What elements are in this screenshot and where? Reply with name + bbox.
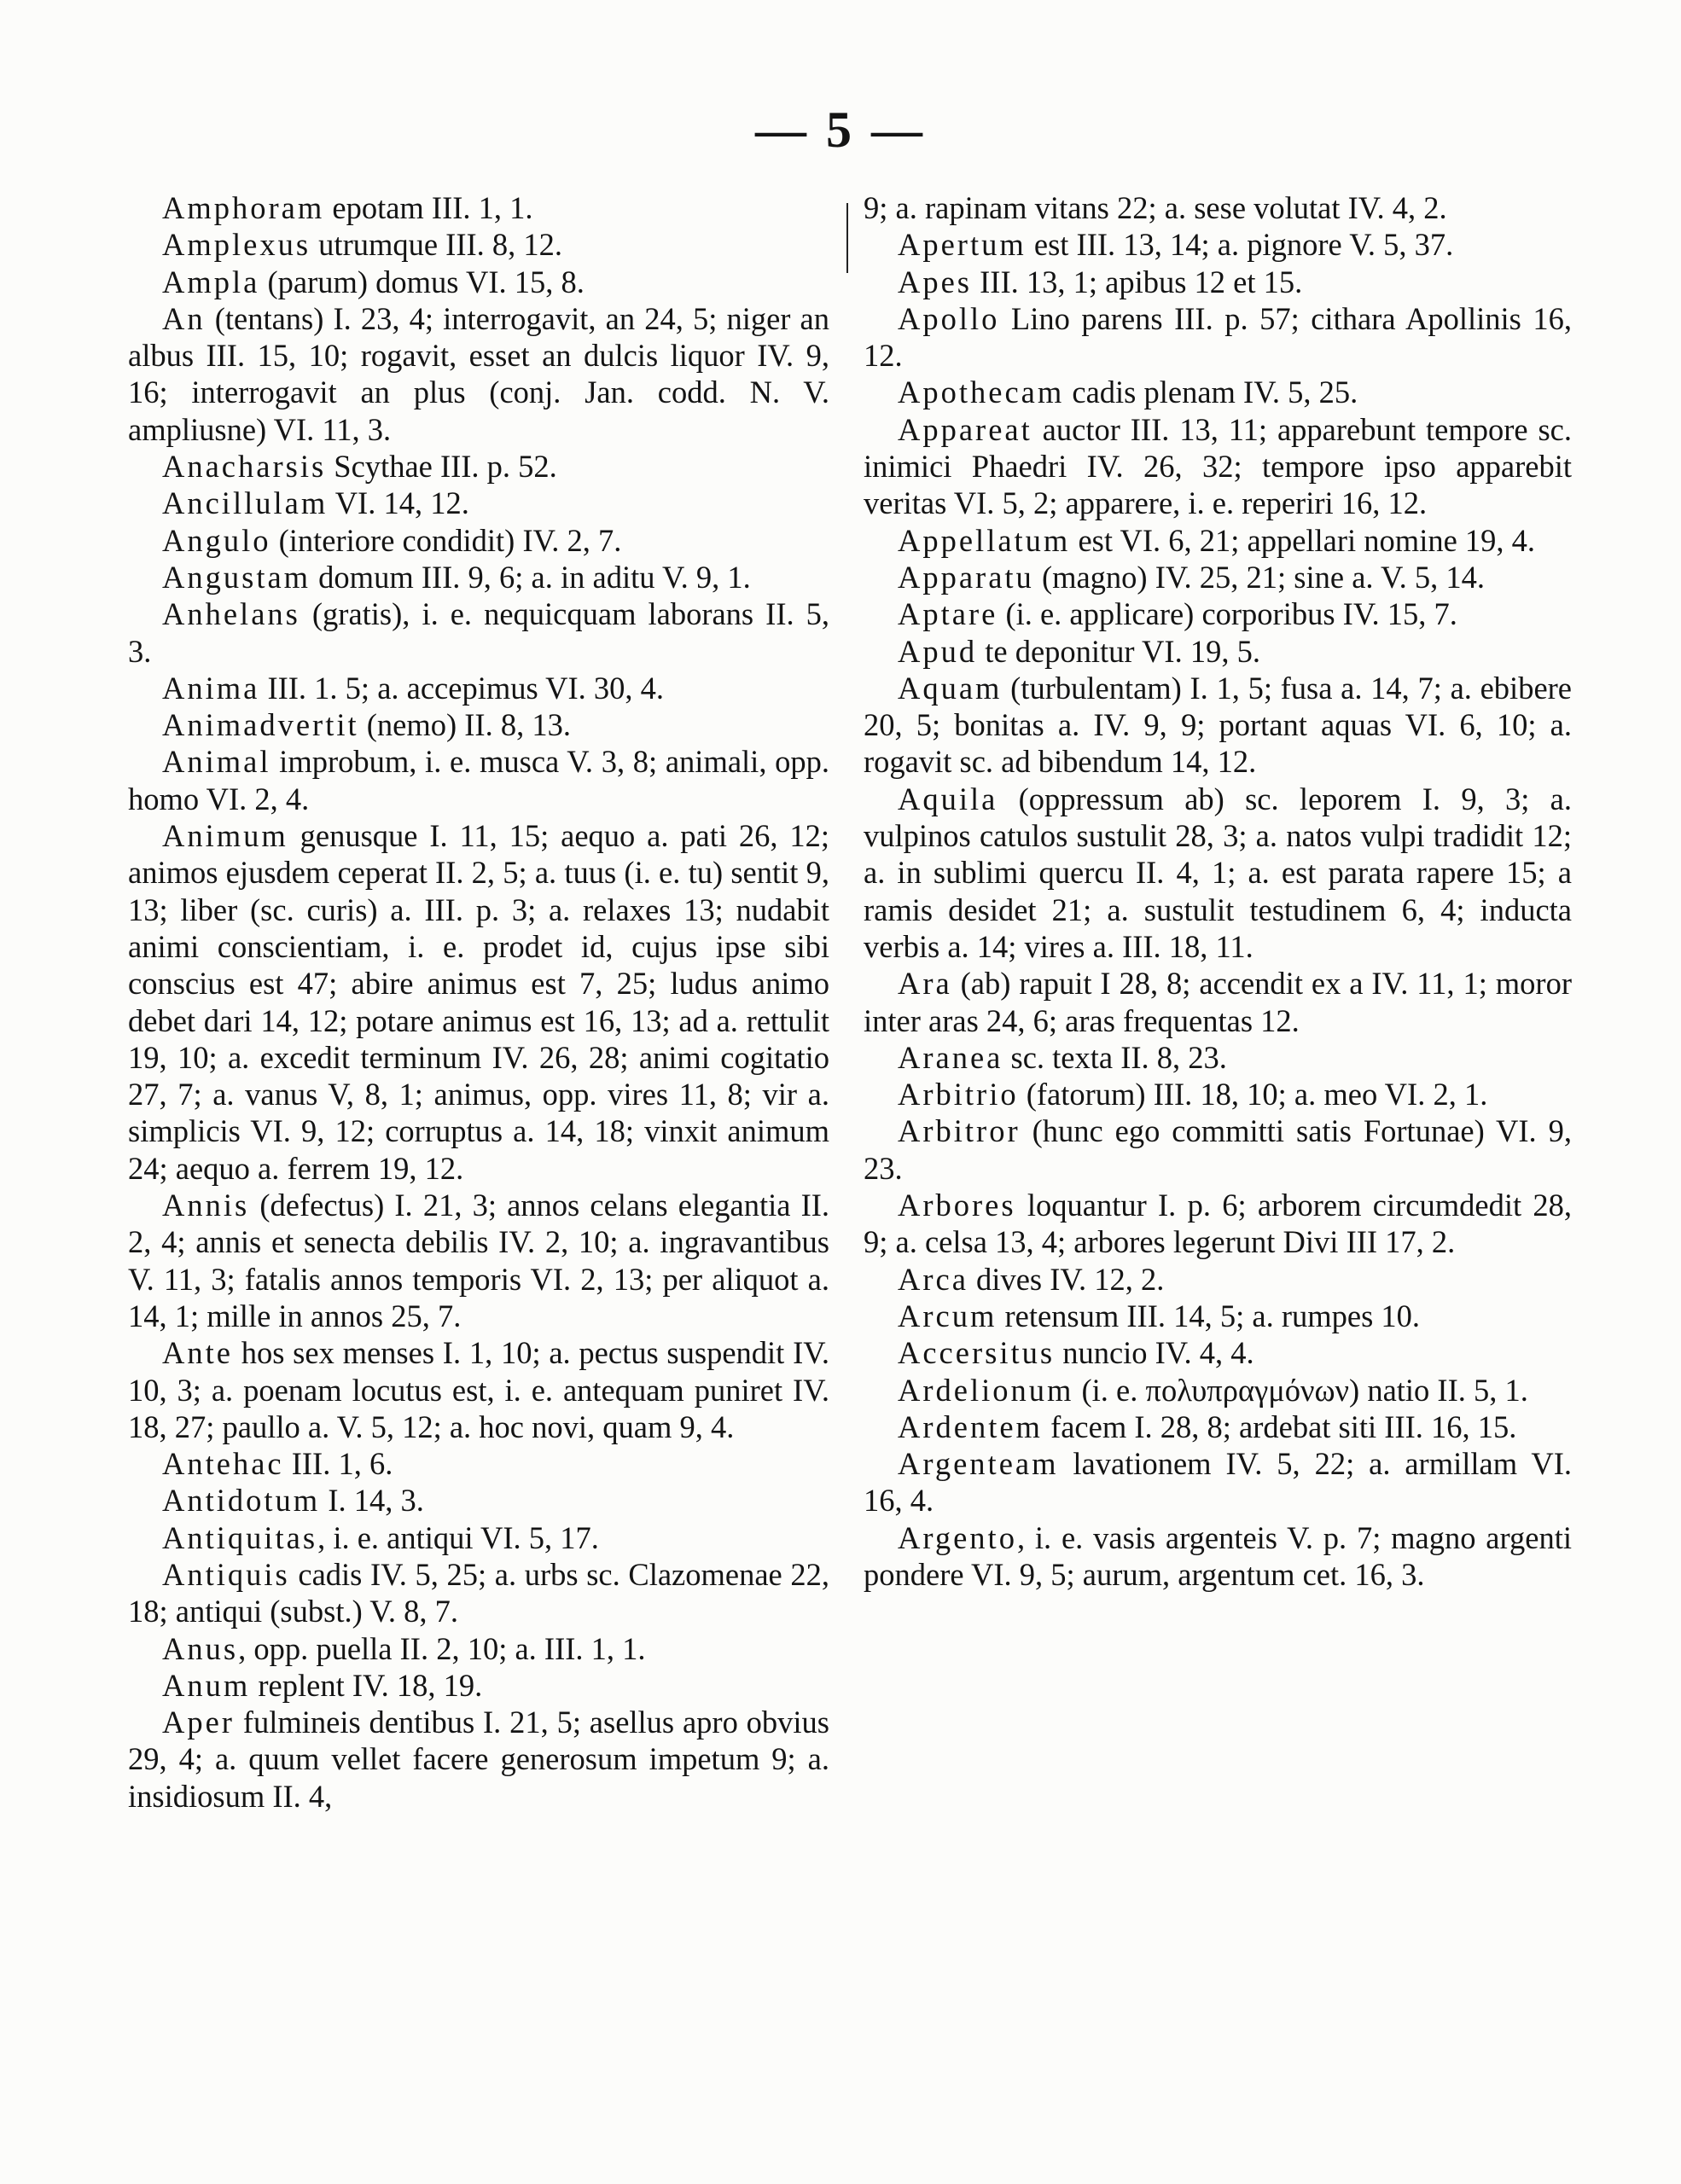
index-entry — [864, 300, 1572, 375]
entry-headword: Appellatum — [898, 522, 1071, 558]
entry-text: (oppressum ab) sc. leporem I. 9, 3; a. vulpinos catulos sustulit 28, 3; a. natos vulpi tradidit 12; a. in sublimi quercu II. 4, 1; a. est parata rapere 15; a ramis desidet 21; a. sustulit testudinem 6, 4; inducta verbis a. 14; vires a. III. 18, 11. — [864, 781, 1572, 964]
index-entry — [864, 1445, 1572, 1519]
entry-text: lavationem IV. 5, 22; a. armillam VI. 16, 4. — [864, 1446, 1572, 1519]
entry-headword: Appareat — [898, 411, 1032, 447]
entry-headword: Anacharsis — [162, 449, 327, 485]
entry-text: , opp. puella II. 2, 10; a. III. 1, 1. — [238, 1630, 646, 1666]
entry-headword: Angulo — [162, 522, 271, 558]
entry-headword: Amplexus — [162, 227, 311, 263]
entry-text: (i. e. πολυπραγμόνων) natio II. 5, 1. — [1081, 1372, 1528, 1408]
entry-headword: Arca — [898, 1261, 968, 1297]
entry-text: sc. texta II. 8, 23. — [1010, 1039, 1227, 1075]
entry-headword: Argento — [898, 1519, 1017, 1555]
entry-headword: Apothecam — [898, 375, 1065, 410]
index-entry — [864, 1334, 1572, 1371]
index-entry — [128, 264, 829, 300]
index-entry-continued — [864, 189, 1572, 226]
index-entry — [864, 1519, 1572, 1594]
entry-text: Scythae III. p. 52. — [334, 449, 557, 485]
entry-text: cadis IV. 5, 25; a. urbs sc. Clazomenae 22, 18; antiqui (subst.) V. 8, 7. — [128, 1556, 829, 1629]
entry-text: est III. 13, 14; a. pignore V. 5, 37. — [1033, 227, 1454, 263]
index-entry — [864, 595, 1572, 632]
entry-text: III. 13, 1; apibus 12 et 15. — [980, 264, 1303, 299]
entry-headword: Antiquitas — [162, 1519, 318, 1555]
index-entry — [864, 522, 1572, 559]
index-entry — [864, 1187, 1572, 1261]
entry-headword: Apes — [898, 264, 973, 299]
entry-text: VI. 14, 12. — [334, 485, 469, 521]
index-entry — [128, 1556, 829, 1630]
entry-headword: Ara — [898, 966, 952, 1002]
entry-text: (interiore condidit) IV. 2, 7. — [278, 522, 622, 558]
entry-text: , i. e. antiqui VI. 5, 17. — [317, 1519, 599, 1555]
entry-text: (i. e. applicare) corporibus IV. 15, 7. — [1005, 596, 1457, 632]
entry-headword: Ardelionum — [898, 1372, 1074, 1408]
entry-headword: Antiquis — [162, 1556, 290, 1592]
index-entry — [128, 1630, 829, 1667]
entry-headword: Ampla — [162, 264, 260, 299]
left-column — [128, 189, 829, 1815]
entry-headword: Apud — [898, 633, 978, 669]
index-entry — [864, 1298, 1572, 1334]
entry-text: (fatorum) III. 18, 10; a. meo VI. 2, 1. — [1026, 1077, 1488, 1112]
page-number: — 5 — — [755, 102, 926, 158]
entry-headword: Ardentem — [898, 1409, 1043, 1444]
entry-text: (tentans) I. 23, 4; interrogavit, an 24, 5; niger an albus III. 15, 10; rogavit, esset an dulcis liquor IV. 9, 16; interrogavit an plus (conj. Jan. codd. N. V. ampliusne) VI. 11, 3. — [128, 300, 829, 447]
index-entry — [128, 1704, 829, 1815]
entry-text: (nemo) II. 8, 13. — [366, 707, 571, 743]
right-column — [864, 189, 1572, 1593]
entry-text: utrumque III. 8, 12. — [318, 227, 563, 263]
entry-headword: An — [162, 300, 206, 336]
entry-headword: Apparatu — [898, 559, 1034, 595]
index-entry — [128, 670, 829, 706]
index-entry — [864, 781, 1572, 965]
index-entry — [864, 559, 1572, 595]
entry-headword: Arbitror — [898, 1113, 1021, 1149]
entry-headword: Animal — [162, 744, 271, 780]
entry-text: improbum, i. e. musca V. 3, 8; animali, opp. homo VI. 2, 4. — [128, 744, 830, 816]
entry-text: , i. e. vasis argenteis V. p. 7; magno argenti pondere VI. 9, 5; aurum, argentum cet. 16, 3. — [864, 1519, 1572, 1592]
index-entry — [864, 670, 1572, 781]
entry-text: cadis plenam IV. 5, 25. — [1072, 375, 1358, 410]
entry-headword: Arbitrio — [898, 1077, 1019, 1112]
entry-text: (hunc ego committi satis Fortunae) VI. 9, 23. — [864, 1113, 1573, 1186]
entry-headword: Amphoram — [162, 190, 325, 225]
entry-text: III. 1, 6. — [291, 1446, 393, 1482]
index-entry — [128, 522, 829, 559]
index-entry — [128, 559, 829, 595]
index-entry — [864, 264, 1572, 300]
entry-text: te deponitur VI. 19, 5. — [985, 633, 1260, 669]
index-entry — [128, 300, 829, 448]
entry-text: facem I. 28, 8; ardebat siti III. 16, 15. — [1050, 1409, 1517, 1444]
entry-text: loquantur I. p. 6; arborem circumdedit 28, 9; a. celsa 13, 4; arbores legerunt Divi III 17, 2. — [864, 1188, 1572, 1260]
entry-text: (turbulentam) I. 1, 5; fusa a. 14, 7; a. ebibere 20, 5; bonitas a. IV. 9, 9; portant aquas VI. 6, 10; a. rogavit sc. ad bibendum 14, 12. — [864, 670, 1572, 780]
entry-text: 9; a. rapinam vitans 22; a. sese volutat IV. 4, 2. — [864, 190, 1447, 225]
entry-text: domum III. 9, 6; a. in aditu V. 9, 1. — [318, 559, 751, 595]
entry-text: dives IV. 12, 2. — [976, 1261, 1165, 1297]
index-entry — [864, 1372, 1572, 1409]
entry-headword: Apollo — [898, 300, 1000, 336]
index-entry — [128, 1667, 829, 1704]
index-entry — [864, 411, 1572, 522]
index-entry — [864, 1409, 1572, 1445]
index-entry — [128, 1334, 829, 1445]
entry-headword: Anum — [162, 1667, 251, 1703]
entry-text: replent IV. 18, 19. — [258, 1667, 483, 1703]
index-entry — [128, 1519, 829, 1556]
entry-headword: Aranea — [898, 1039, 1003, 1075]
entry-headword: Ante — [162, 1335, 233, 1371]
index-entry — [864, 374, 1572, 410]
entry-headword: Aper — [162, 1705, 235, 1740]
column-divider — [846, 203, 848, 273]
index-entry — [864, 633, 1572, 670]
index-entry — [864, 1076, 1572, 1112]
index-entry — [128, 448, 829, 485]
entry-text: nuncio IV. 4, 4. — [1062, 1335, 1254, 1371]
entry-text: est VI. 6, 21; appellari nomine 19, 4. — [1078, 522, 1536, 558]
entry-text: epotam III. 1, 1. — [332, 190, 533, 225]
index-entry — [864, 965, 1572, 1039]
entry-text: (defectus) I. 21, 3; annos celans elegantia II. 2, 4; annis et senecta debilis IV. 2, 10; a. ingravantibus V. 11, 3; fatalis annos temporis VI. 2, 13; per aliquot a. 14, 1; mille in annos 25, 7. — [128, 1188, 830, 1333]
index-entry — [128, 595, 829, 670]
entry-headword: Arbores — [898, 1188, 1016, 1223]
entry-text: retensum III. 14, 5; a. rumpes 10. — [1004, 1298, 1421, 1333]
index-entry — [128, 743, 829, 817]
entry-text: hos sex menses I. 1, 10; a. pectus suspendit IV. 10, 3; a. poenam locutus est, i. e. antequam puniret IV. 18, 27; paullo a. V. 5, 12; a. hoc novi, quam 9, 4. — [128, 1335, 829, 1444]
index-entry — [128, 706, 829, 743]
entry-headword: Anima — [162, 670, 260, 706]
entry-headword: Accersitus — [898, 1335, 1056, 1371]
index-entry — [128, 485, 829, 521]
index-entry — [128, 817, 829, 1187]
entry-headword: Apertum — [898, 227, 1027, 263]
entry-headword: Arcum — [898, 1298, 998, 1333]
index-entry — [864, 226, 1572, 263]
index-entry — [128, 226, 829, 263]
entry-headword: Annis — [162, 1188, 250, 1223]
entry-headword: Animum — [162, 818, 288, 854]
entry-headword: Anhelans — [162, 596, 300, 632]
index-entry — [128, 1187, 829, 1334]
index-entry — [864, 1039, 1572, 1076]
entry-headword: Angustam — [162, 559, 311, 595]
entry-headword: Animadvertit — [162, 707, 359, 743]
entry-headword: Antidotum — [162, 1483, 321, 1519]
entry-headword: Aptare — [898, 596, 998, 632]
entry-text: (magno) IV. 25, 21; sine a. V. 5, 14. — [1041, 559, 1486, 595]
entry-text: auctor III. 13, 11; apparebunt tempore sc. inimici Phaedri IV. 26, 32; tempore ipso apparebit veritas VI. 5, 2; apparere, i. e. reperiri 16, 12. — [864, 411, 1573, 521]
entry-text: genusque I. 11, 15; aequo a. pati 26, 12; animos ejusdem ceperat II. 2, 5; a. tuus (i. e. tu) sentit 9, 13; liber (sc. curis) a. III. p. 3; a. relaxes 13; nudabit animi conscientiam, i. e. prodet id, cujus ipse sibi conscius est 47; abire animus est 7, 25; ludus animo debet dari 14, 12; potare animus est 16, 13; ad a. rettulit 19, 10; a. excedit terminum IV. 26, 28; animi cogitatio 27, 7; a. vanus V, 8, 1; animus, opp. vires 11, 8; vir a. simplicis VI. 9, 12; corruptus a. 14, 18; vinxit animum 24; aequo a. ferrem 19, 12. — [128, 818, 829, 1186]
index-entry — [864, 1261, 1572, 1298]
entry-text: (gratis), i. e. nequicquam laborans II. 5, 3. — [128, 596, 829, 669]
entry-headword: Ancillulam — [162, 485, 329, 521]
entry-text: III. 1. 5; a. accepimus VI. 30, 4. — [267, 670, 665, 706]
entry-headword: Aquila — [898, 781, 998, 816]
entry-text: (parum) domus VI. 15, 8. — [267, 264, 585, 299]
entry-text: fulmineis dentibus I. 21, 5; asellus apro obvius 29, 4; a. quum vellet facere generosum impetum 9; a. insidiosum II. 4, — [128, 1705, 829, 1814]
entry-headword: Argenteam — [898, 1446, 1059, 1482]
entry-headword: Aquam — [898, 670, 1003, 706]
entry-headword: Anus — [162, 1630, 239, 1666]
entry-headword: Antehac — [162, 1446, 284, 1482]
entry-text: I. 14, 3. — [328, 1483, 424, 1519]
entry-text: (ab) rapuit I 28, 8; accendit ex a IV. 11, 1; moror inter aras 24, 6; aras frequentas 12. — [864, 966, 1572, 1038]
index-entry — [128, 189, 829, 226]
index-entry — [128, 1445, 829, 1482]
index-entry — [864, 1112, 1572, 1187]
index-entry — [128, 1482, 829, 1519]
entry-text: Lino parens III. p. 57; cithara Apollinis 16, 12. — [864, 300, 1573, 374]
